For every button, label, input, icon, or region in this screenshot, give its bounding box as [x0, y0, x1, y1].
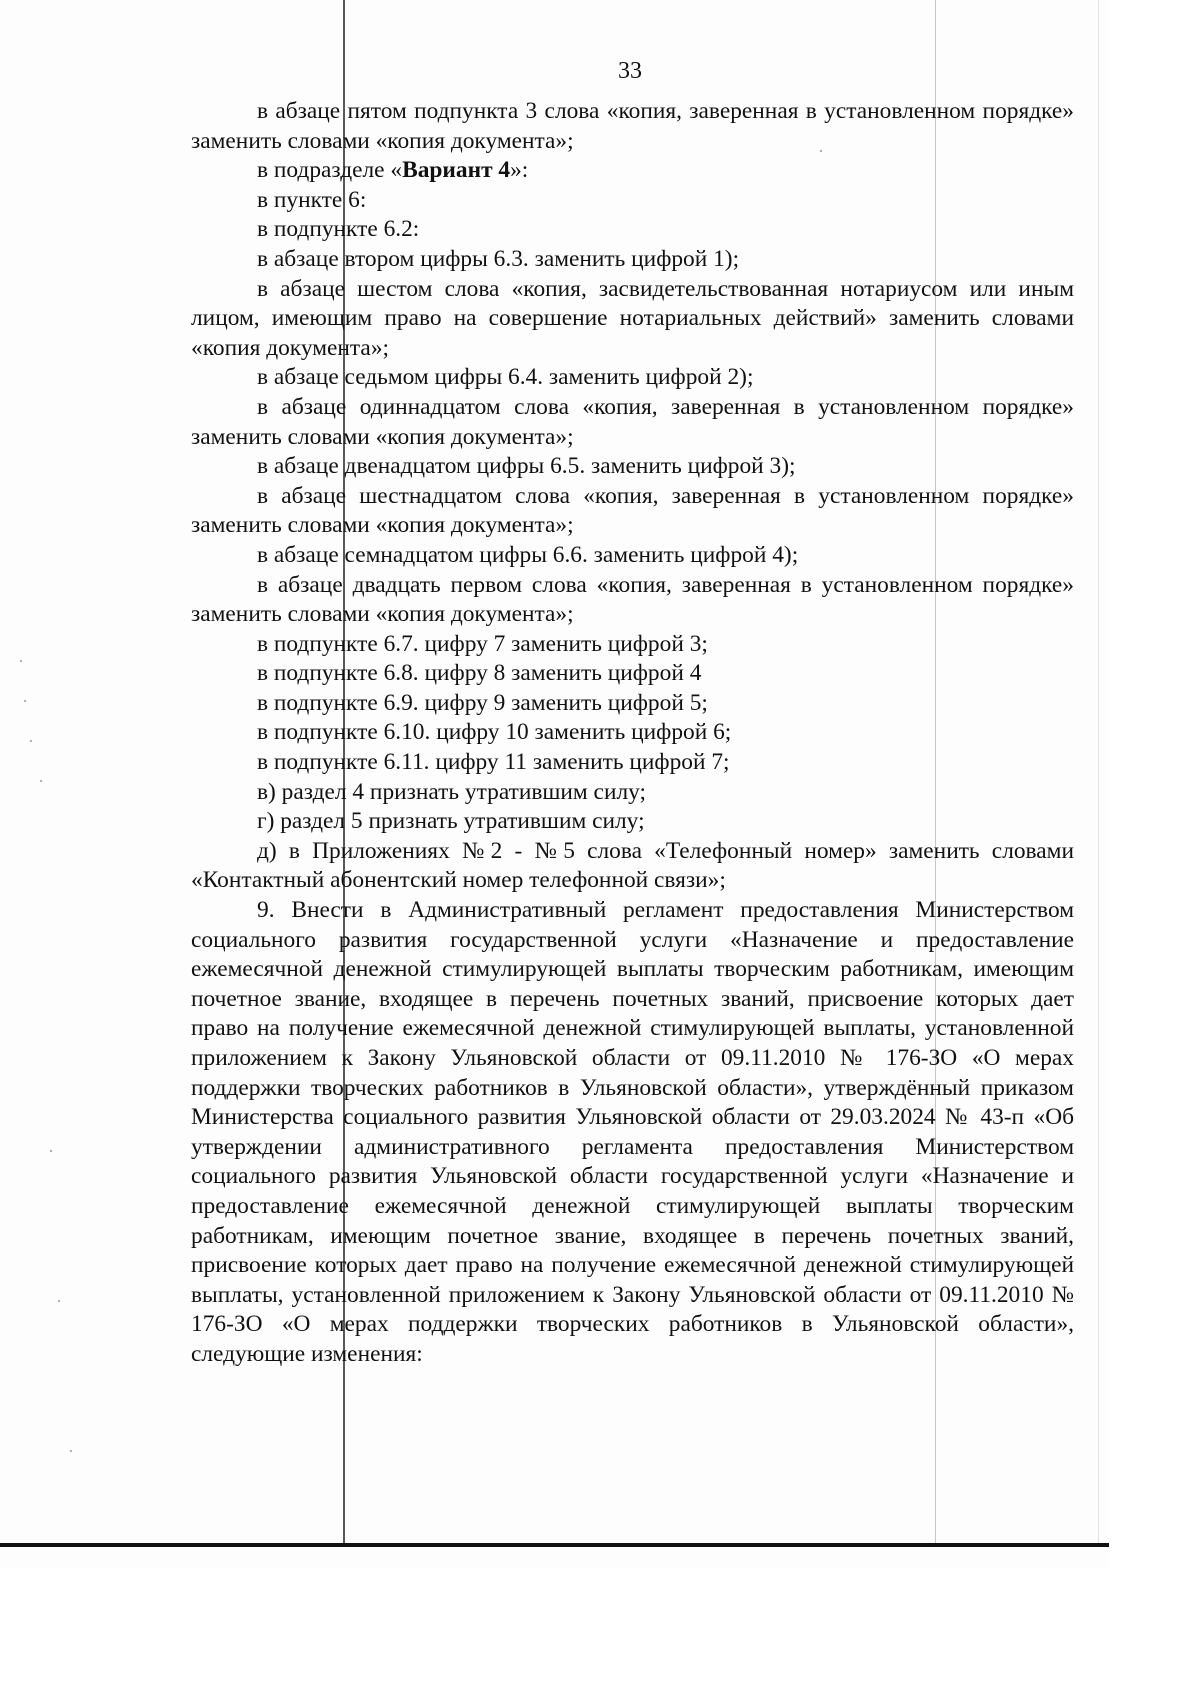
paragraph: в подпункте 6.8. цифру 8 заменить цифрой 4: [257, 660, 702, 687]
paragraph: в абзаце двенадцатом цифры 6.5. заменить цифрой 3);: [257, 453, 796, 480]
paragraph: в подпункте 6.9. цифру 9 заменить цифрой 5;: [257, 689, 708, 716]
scan-noise-dot: [58, 1300, 60, 1302]
paragraph: д) в Приложениях №2 - №5 слова «Телефонный номер» заменить словами «Контактный абонентский номер телефонной связи»;: [191, 837, 1074, 894]
paragraph: г) раздел 5 признать утратившим силу;: [257, 808, 645, 835]
scan-noise-dot: [24, 700, 26, 702]
paragraph: в абзаце седьмом цифры 6.4. заменить цифрой 2);: [257, 364, 754, 391]
scan-noise-dot: [40, 780, 42, 782]
paragraph: 9. Внести в Административный регламент предоставления Министерством социального развития государственной услуги «Назначение и предоставление ежемесячной денежной стимулирующей выплаты творческим работникам, имеющим почетное звание, входящее в перечень почетных званий, присвоение которых дает право на получение ежемесячной денежной стимулирующей выплаты, установленной приложением к Закону Ульяновской области от 09.11.2010 № 176-ЗО «О мерах поддержки творческих работников в Ульяновской области», утверждённый приказом Министерства социального развития Ульяновской области от 29.03.2024 № 43-п «Об утверждении административного регламента предоставления Министерством социального развития Ульяновской области государственной услуги «Назначение и предоставление ежемесячной денежной стимулирующей выплаты творческим работникам, имеющим почетное звание, входящее в перечень почетных званий, присвоение которых дает право на получение ежемесячной денежной стимулирующей выплаты, установленной приложением к Закону Ульяновской области от 09.11.2010 № 176-ЗО «О мерах поддержки творческих работников в Ульяновской области», следующие изменения:: [191, 897, 1074, 1367]
subsection-variant-bold: Вариант 4: [402, 157, 511, 184]
paragraph: в подпункте 6.7. цифру 7 заменить цифрой 3;: [257, 630, 708, 657]
scan-noise-dot: [820, 150, 822, 152]
document-body: [191, 97, 1074, 1370]
paragraph: в подпункте 6.10. цифру 10 заменить цифрой 6;: [257, 719, 732, 746]
scan-noise-dot: [50, 1150, 52, 1152]
paragraph: в абзаце шестнадцатом слова «копия, заверенная в установленном порядке» заменить словами «копия документа»;: [191, 482, 1074, 539]
paragraph: в подпункте 6.11. цифру 11 заменить цифрой 7;: [257, 749, 730, 776]
paragraph-subsection-heading: [191, 156, 1074, 186]
paragraph: в пункте 6:: [257, 186, 367, 213]
paragraph: в абзаце шестом слова «копия, засвидетельствованная нотариусом или иным лицом, имеющим право на совершение нотариальных действий» заменить словами «копия документа»;: [191, 275, 1074, 361]
scan-bottom-edge: [0, 1543, 1109, 1547]
paragraph: в абзаце одиннадцатом слова «копия, заверенная в установленном порядке» заменить словами «копия документа»;: [191, 393, 1074, 450]
subsection-suffix: »:: [510, 157, 529, 184]
scan-noise-dot: [70, 1450, 72, 1452]
scan-artifact-line: [1098, 0, 1099, 1545]
paragraph: в абзаце семнадцатом цифры 6.6. заменить цифрой 4);: [257, 541, 799, 568]
page-number: 33: [618, 58, 642, 84]
paragraph: в подпункте 6.2:: [257, 216, 420, 243]
paragraph: в абзаце втором цифры 6.3. заменить цифрой 1);: [257, 245, 740, 272]
subsection-prefix: в подразделе «: [257, 157, 403, 184]
paragraph: в абзаце пятом подпункта 3 слова «копия, заверенная в установленном порядке» заменить словами «копия документа»;: [191, 98, 1074, 154]
scan-noise-dot: [20, 660, 22, 662]
paragraph: в) раздел 4 признать утратившим силу;: [257, 778, 647, 805]
paragraph: в абзаце двадцать первом слова «копия, заверенная в установленном порядке» заменить словами «копия документа»;: [191, 571, 1074, 628]
scan-noise-dot: [30, 740, 32, 742]
